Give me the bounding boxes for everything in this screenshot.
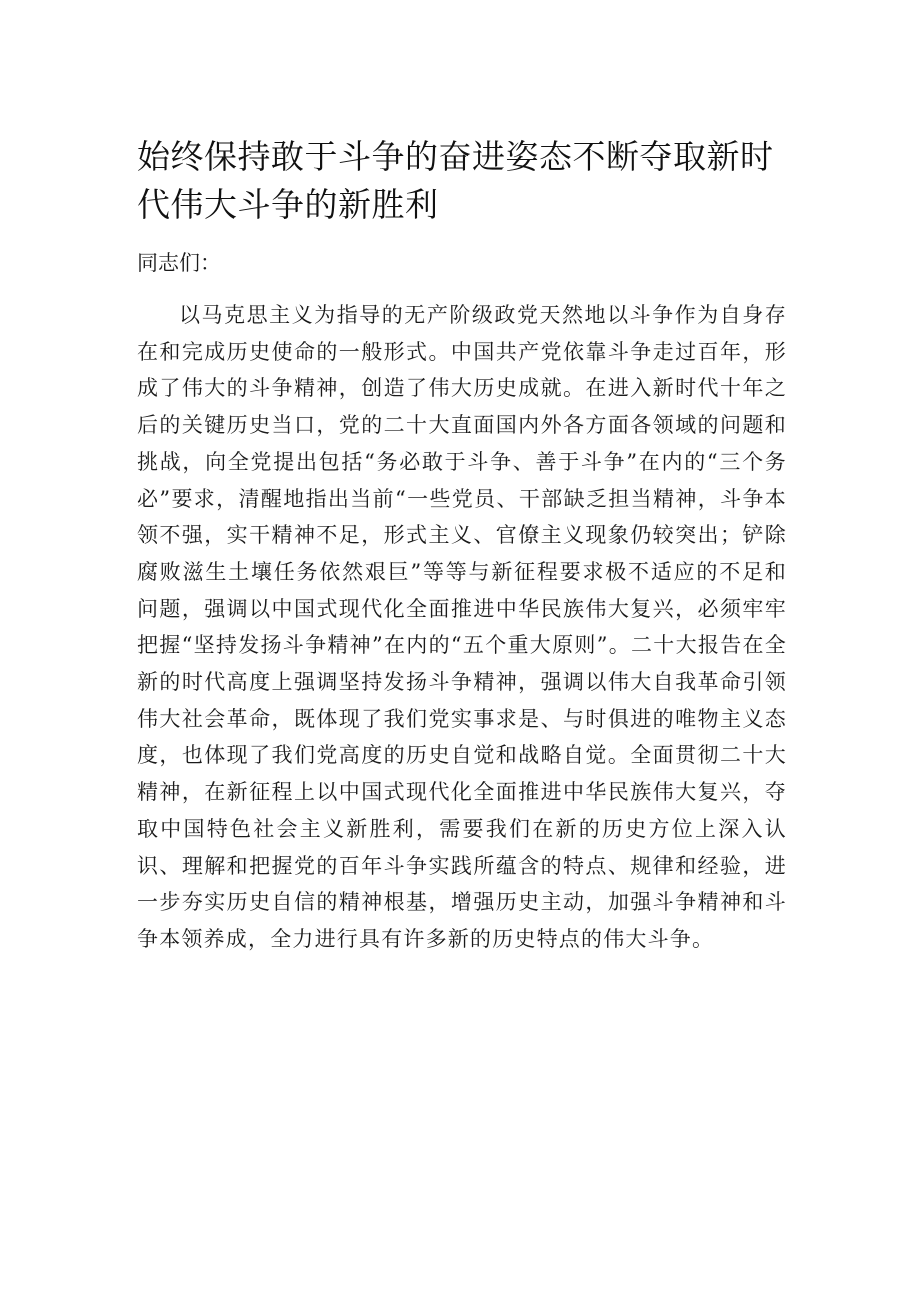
salutation: 同志们：: [137, 251, 221, 275]
document-title: 始终保持敢于斗争的奋进姿态不断夺取新时代伟大斗争的新胜利: [137, 137, 774, 224]
body-paragraph: 以马克思主义为指导的无产阶级政党天然地以斗争作为自身存在和完成历史使命的一般形式。中国共产党依靠斗争走过百年，形成了伟大的斗争精神，创造了伟大历史成就。在进入新时代十年之后的关键历史当口，党的二十大直面国内外各方面各领域的问题和挑战，向全党提出包括“务必敢于斗争、善于斗争”在内的“三个务必”要求，清醒地指出当前“一些党员、干部缺乏担当精神，斗争本领不强，实干精神不足，形式主义、官僚主义现象仍较突出；铲除腐败滋生土壤任务依然艰巨”等等与新征程要求极不适应的不足和问题，强调以中国式现代化全面推进中华民族伟大复兴，必须牢牢把握“坚持发扬斗争精神”在内的“五个重大原则”。二十大报告在全新的时代高度上强调坚持发扬斗争精神，强调以伟大自我革命引领伟大社会革命，既体现了我们党实事求是、与时俱进的唯物主义态度，也体现了我们党高度的历史自觉和战略自觉。全面贯彻二十大精神，在新征程上以中国式现代化全面推进中华民族伟大复兴，夺取中国特色社会主义新胜利，需要我们在新的历史方位上深入认识、理解和把握党的百年斗争实践所蕴含的特点、规律和经验，进一步夯实历史自信的精神根基，增强历史主动，加强斗争精神和斗争本领养成，全力进行具有许多新的历史特点的伟大斗争。: [137, 303, 787, 951]
